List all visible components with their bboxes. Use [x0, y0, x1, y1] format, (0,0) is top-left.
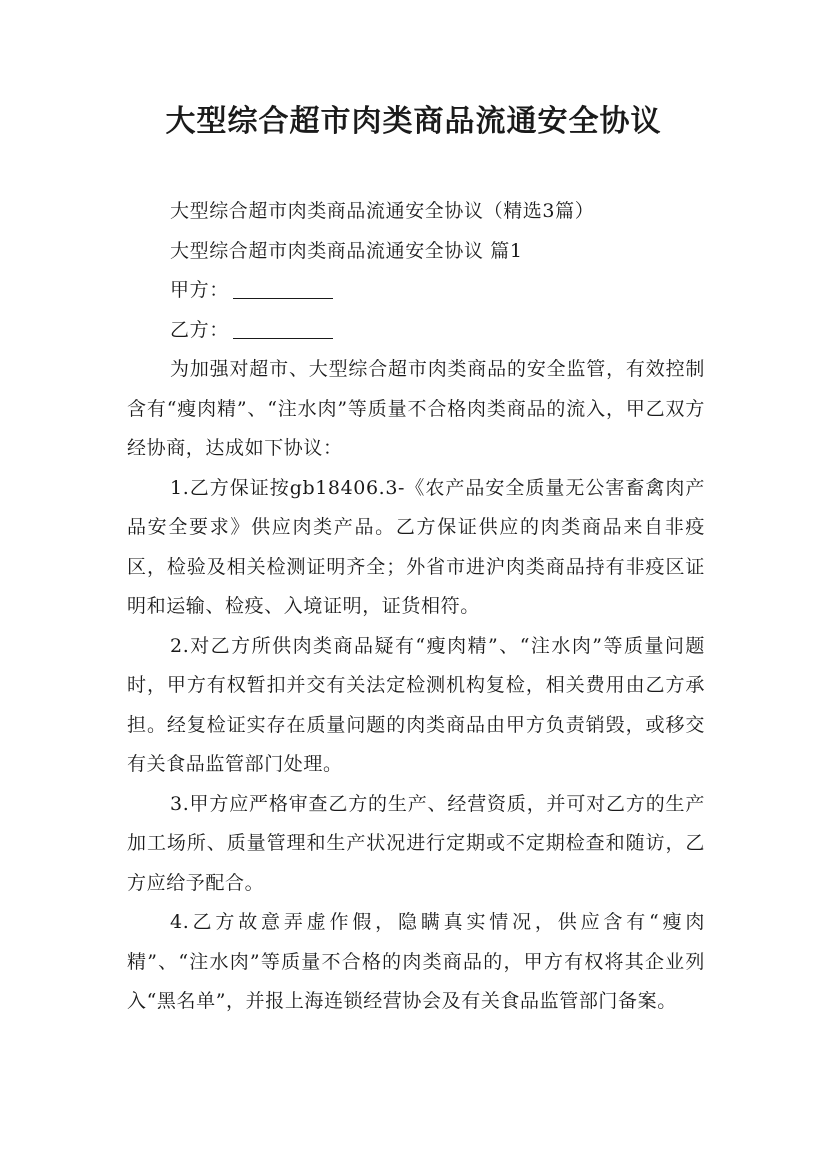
- party-a-line: [127, 271, 705, 311]
- paragraph-intro: 为加强对超市、大型综合超市肉类商品的安全监管，有效控制含有“瘦肉精”、“注水肉”等质量不合格肉类商品的流入，甲乙双方经协商，达成如下协议：: [127, 358, 705, 459]
- section-heading: 大型综合超市肉类商品流通安全协议 篇1: [170, 239, 523, 262]
- party-b-blank: [233, 319, 333, 339]
- document-title: 大型综合超市肉类商品流通安全协议: [165, 104, 662, 139]
- paragraph-clause-2: 2.对乙方所供肉类商品疑有“瘦肉精”、“注水肉”等质量问题时，甲方有权暂扣并交有关法定检测机构复检，相关费用由乙方承担。经复检证实存在质量问题的肉类商品由甲方负责销毁，或移交有关食品监管部门处理。: [127, 634, 705, 775]
- party-b-line: [127, 311, 705, 351]
- document-body: [127, 192, 705, 1022]
- party-a-blank: [233, 279, 333, 299]
- paragraph-clause-3: 3.甲方应严格审查乙方的生产、经营资质，并可对乙方的生产加工场所、质量管理和生产状况进行定期或不定期检查和随访，乙方应给予配合。: [127, 792, 705, 894]
- document-subtitle: 大型综合超市肉类商品流通安全协议（精选3篇）: [170, 200, 595, 222]
- paragraph-clause-1: 1.乙方保证按gb18406.3-《农产品安全质量无公害畜禽肉产品安全要求》供应肉类产品。乙方保证供应的肉类商品来自非疫区，检验及相关检测证明齐全；外省市进沪肉类商品持有非疫区证明和运输、检疫、入境证明，证货相符。: [127, 476, 705, 617]
- party-a-label: 甲方：: [170, 279, 229, 301]
- paragraph-clause-4: 4.乙方故意弄虚作假，隐瞒真实情况，供应含有“瘦肉精”、“注水肉”等质量不合格的肉类商品的，甲方有权将其企业列入“黑名单”，并报上海连锁经营协会及有关食品监管部门备案。: [127, 911, 705, 1012]
- party-b-label: 乙方：: [170, 318, 229, 341]
